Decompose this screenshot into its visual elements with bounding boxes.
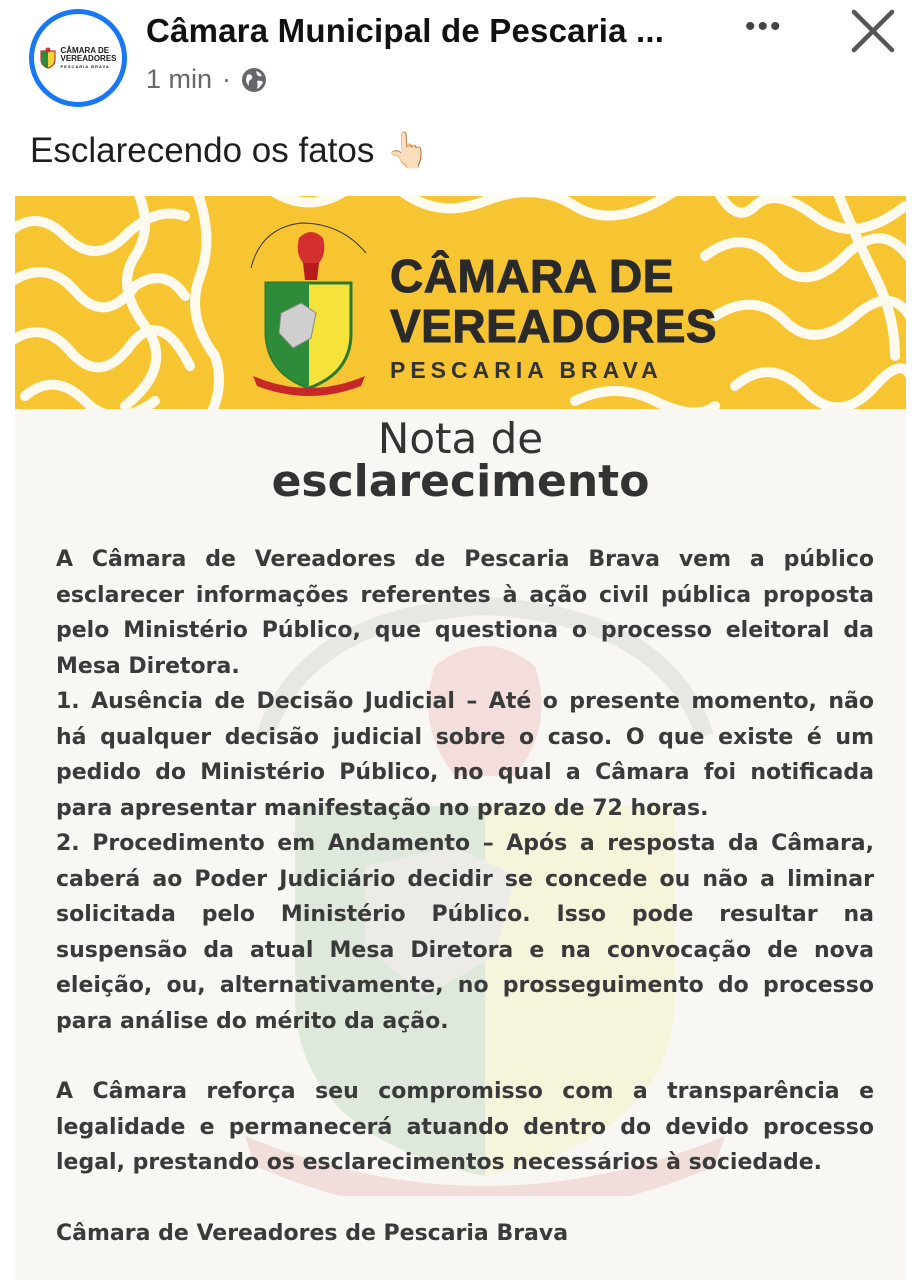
post-caption <box>30 130 430 171</box>
more-horizontal-icon[interactable]: ••• <box>745 10 783 43</box>
note-body <box>56 542 874 1251</box>
pointing-up-emoji-icon: 👆🏻 <box>386 131 430 170</box>
spacer <box>56 1039 874 1074</box>
note-title-line2: esclarecimento <box>271 456 650 507</box>
note-item-2: 2. Procedimento em Andamento – Após a resposta da Câmara, caberá ao Poder Judiciário decidir se concede ou não a liminar solicitada pelo Ministério Público. Isso pode resultar na suspensão da atual Mesa Diretora e na convocação de nova eleição, ou, alternativamente, no prosseguimento do processo para análise do mérito da ação. <box>56 831 874 1034</box>
post-timestamp[interactable]: 1 min <box>146 64 213 94</box>
note-item-1: 1. Ausência de Decisão Judicial – Até o presente momento, não há qualquer decisão judicial sobre o caso. O que existe é um pedido do Ministério Público, no qual a Câmara foi notificada para apresentar manifestação no prazo de 72 horas. <box>56 689 874 821</box>
note-closing: A Câmara reforça seu compromisso com a transparência e legalidade e permanecerá atuando dentro do devido processo legal, prestando os esclarecimentos necessários à sociedade. <box>56 1079 874 1175</box>
banner-title-line2: VEREADORES <box>390 300 718 352</box>
globe-icon[interactable] <box>241 67 267 93</box>
post-meta <box>146 64 267 95</box>
crest-icon <box>39 47 57 69</box>
spacer <box>56 1181 874 1216</box>
note-intro: A Câmara de Vereadores de Pescaria Brava vem a público esclarecer informações referentes à ação civil pública proposta pelo Ministério Público, que questiona o processo eleitoral da Mesa Diretora. <box>56 547 874 679</box>
post-header <box>0 0 916 120</box>
banner-title-line3: PESCARIA BRAVA <box>390 357 663 383</box>
note-title-line1: Nota de <box>377 414 544 463</box>
banner <box>15 196 906 409</box>
chamber-crest-logo <box>231 208 381 398</box>
meta-separator: · <box>222 64 232 94</box>
banner-title-line1: CÂMARA DE <box>390 250 674 302</box>
caption-text: Esclarecendo os fatos <box>30 130 375 170</box>
banner-title <box>390 251 717 384</box>
post-image[interactable] <box>15 196 906 1280</box>
avatar-text-3: PESCARIA BRAVA <box>60 64 110 69</box>
note-signature: Câmara de Vereadores de Pescaria Brava <box>56 1220 569 1246</box>
page-name[interactable]: Câmara Municipal de Pescaria ... <box>146 12 665 49</box>
avatar[interactable] <box>29 9 127 107</box>
avatar-logo <box>39 47 116 69</box>
close-icon[interactable] <box>848 6 898 56</box>
avatar-text-1: CÂMARA DE <box>60 46 110 55</box>
avatar-text-2: VEREADORES <box>60 54 117 63</box>
